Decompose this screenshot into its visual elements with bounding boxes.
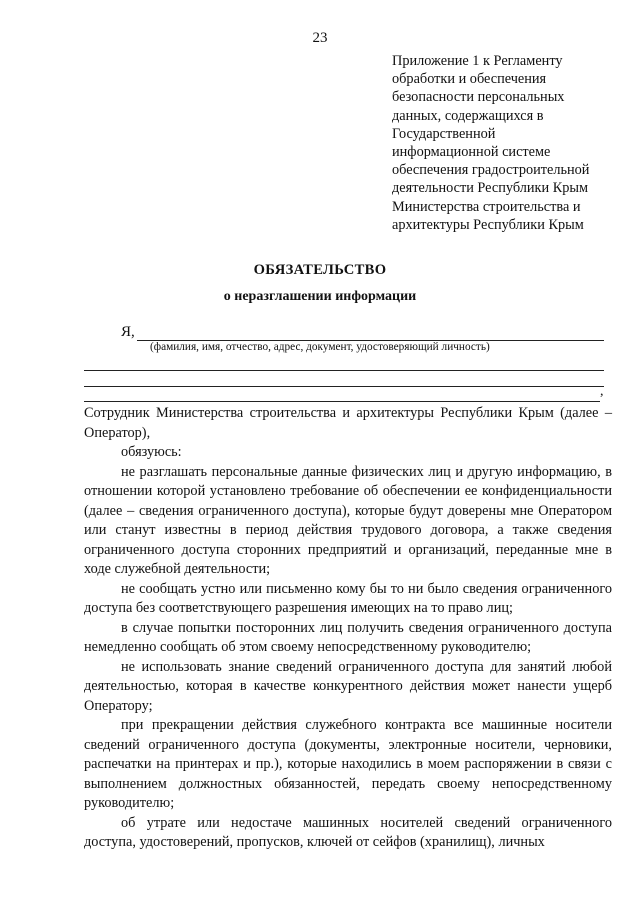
appendix-line: Государственной bbox=[392, 125, 496, 142]
appendix-line: данных, содержащихся в bbox=[392, 107, 544, 124]
employee-paragraph: Сотрудник Министерства строительства и архитектуры Республики Крым (далее – Оператор), bbox=[84, 405, 612, 441]
obligation-body bbox=[84, 404, 612, 853]
appendix-line: обработки и обеспечения bbox=[392, 71, 547, 88]
appendix-line: безопасности персональных bbox=[392, 89, 565, 106]
ya-label: Я, bbox=[121, 324, 135, 340]
obligation-item: не сообщать устно или письменно кому бы то ни было сведения ограниченного доступа без соответствующего разрешения имеющих на то право лиц; bbox=[84, 580, 612, 616]
document-title: ОБЯЗАТЕЛЬСТВО bbox=[253, 262, 387, 278]
fill-line bbox=[84, 401, 600, 402]
appendix-line: деятельности Республики Крым bbox=[392, 180, 589, 197]
obligation-item: не разглашать персональные данные физических лиц и другую информацию, в отношении которой установлено требование об обеспечении ее конфиденциальности (далее – сведения ограниченного доступа), которые будут доверены мне Оператором или станут известны в период действия трудового договора, а также сведения ограниченного доступа сторонних предприятий и организаций, переданные мне в ходе служебной деятельности; bbox=[84, 463, 612, 577]
appendix-line: обеспечения градостроительной bbox=[392, 162, 590, 179]
appendix-line: информационной системе bbox=[392, 144, 551, 161]
obligation-item: при прекращении действия служебного контракта все машинные носители сведений ограниченного доступа (документы, электронные носители, черновики, распечатки на принтерах и пр.), которые находились в моем распоряжении в связи с выполнением должностных обязанностей, передать своему непосредственному руководителю; bbox=[84, 717, 612, 811]
obligation-item: об утрате или недостаче машинных носителей сведений ограниченного доступа, удостоверений, пропусков, ключей от сейфов (хранилищ), личных bbox=[84, 814, 612, 850]
fill-line bbox=[84, 386, 604, 387]
obligation-item: не использовать знание сведений ограниченного доступа для занятий любой деятельностью, которая в качестве конкурентного действия может нанести ущерб Оператору; bbox=[84, 658, 612, 714]
appendix-line: архитектуры Республики Крым bbox=[392, 216, 584, 233]
obligation-intro: обязуюсь: bbox=[121, 444, 182, 460]
appendix-line: Приложение 1 к Регламенту bbox=[392, 53, 563, 69]
page-number: 23 bbox=[312, 30, 328, 46]
fill-hint: (фамилия, имя, отчество, адрес, документ, удостоверяющий личность) bbox=[150, 341, 490, 353]
document-subtitle: о неразглашении информации bbox=[223, 289, 417, 304]
appendix-note bbox=[392, 52, 624, 234]
fill-line bbox=[84, 370, 604, 371]
obligation-item: в случае попытки посторонних лиц получить сведения ограниченного доступа немедленно сообщать об этом своему непосредственному руководителю; bbox=[84, 619, 612, 655]
trailing-comma: , bbox=[600, 384, 604, 399]
appendix-line: Министерства строительства и bbox=[392, 198, 581, 215]
